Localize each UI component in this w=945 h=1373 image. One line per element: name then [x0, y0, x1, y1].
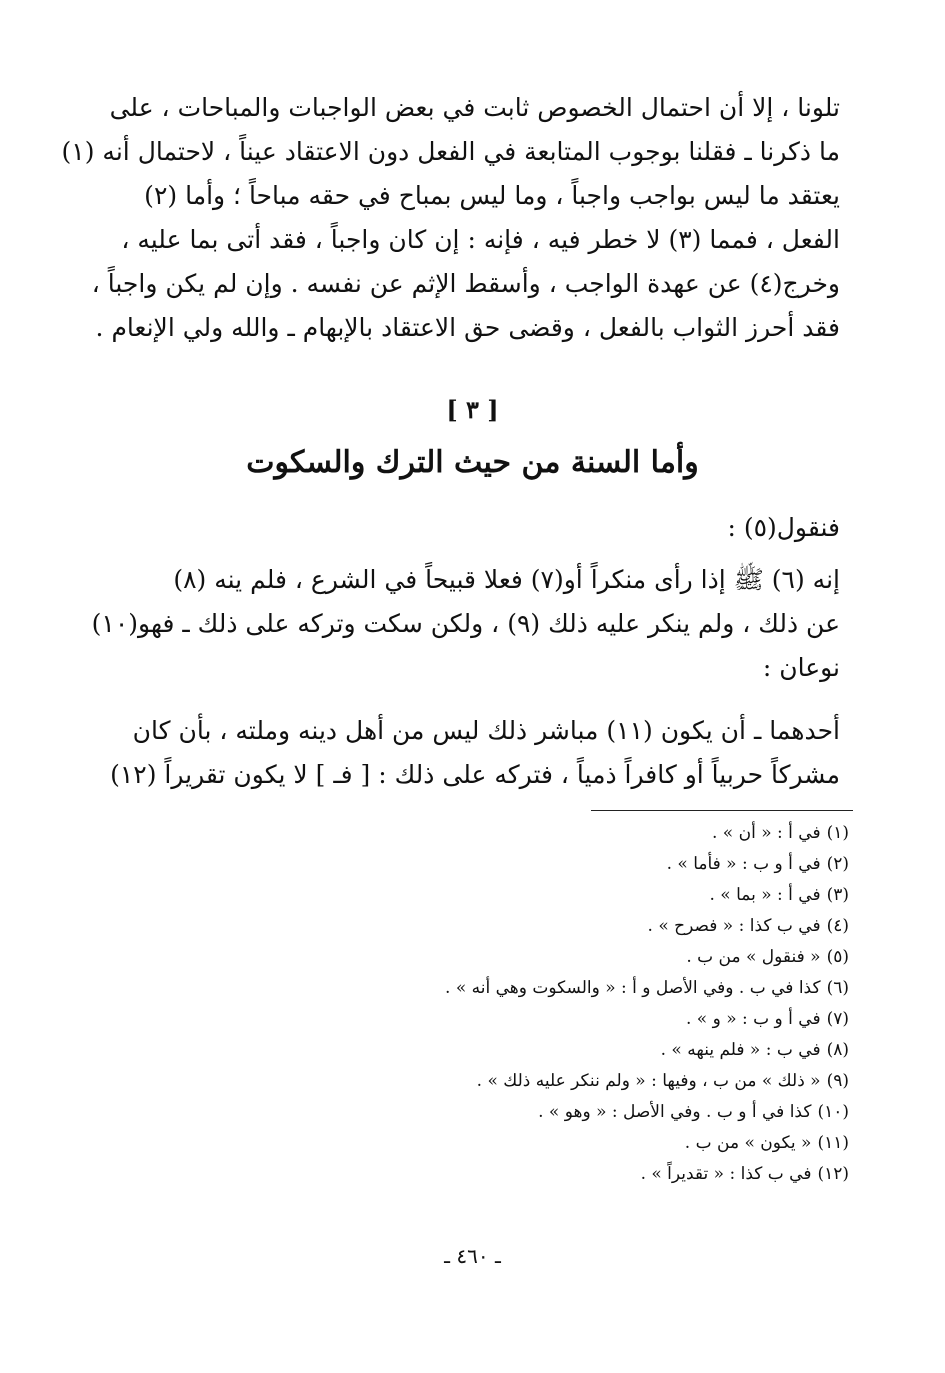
- text-line: أحدهما ـ أن يكون (١١) مباشر ذلك ليس من أهل دينه وملته ، بأن كان: [132, 716, 840, 745]
- footnote: [129, 818, 849, 849]
- footnote-number: (٧): [826, 1009, 849, 1029]
- text-line: فنقول(٥) :: [727, 513, 840, 542]
- footnote: [129, 1035, 849, 1066]
- footnote: [129, 880, 849, 911]
- page-number: ـ ٤٦٠ ـ: [444, 1244, 501, 1268]
- footnote-number: (٩): [826, 1071, 849, 1091]
- footnote-text: في أ و ب : « و » .: [685, 1009, 821, 1029]
- paragraph-first-type: [100, 709, 840, 797]
- text-line: ما ذكرنا ـ فقلنا بوجوب المتابعة في الفعل دون الاعتقاد عيناً ، لاحتمال أنه (١): [61, 137, 840, 166]
- paragraph-body: [91, 558, 840, 690]
- footnote-text: في ب كذا : « فصرح » .: [647, 916, 821, 936]
- text-line: وخرج(٤) عن عهدة الواجب ، وأسقط الإثم عن نفسه . وإن لم يكن واجباً ،: [91, 269, 840, 298]
- text-line: مشركاً حربياً أو كافراً ذمياً ، فتركه على ذلك : [ فـ ] لا يكون تقريراً (١٢): [110, 760, 840, 789]
- footnote-text: في أ : « أن » .: [711, 823, 821, 843]
- footnote-number: (١١): [817, 1133, 849, 1153]
- text-line: نوعان :: [762, 653, 840, 682]
- footnote-number: (١٢): [817, 1164, 849, 1184]
- footnote-text: في ب : « فلم ينهه » .: [660, 1040, 821, 1060]
- footnotes: [129, 818, 849, 1190]
- footnote: [129, 849, 849, 880]
- footnote-number: (١٠): [817, 1102, 849, 1122]
- paragraph-intro: [100, 506, 840, 550]
- footnote-text: « فنقول » من ب .: [686, 947, 821, 967]
- footnote-text: كذا في ب . وفي الأصل و أ : « والسكوت وهي أنه » .: [445, 978, 821, 998]
- footnote-number: (٤): [826, 916, 849, 936]
- section-number: [ ٣ ]: [446, 395, 499, 424]
- text-line: يعتقد ما ليس بواجب واجباً ، وما ليس بمباح في حقه مباحاً ؛ وأما (٢): [144, 181, 840, 210]
- footnote-number: (٣): [826, 885, 849, 905]
- text-line: الفعل ، فمما (٣) لا خطر فيه ، فإنه : إن كان واجباً ، فقد أتى بما عليه ،: [121, 225, 840, 254]
- text-line: تلونا ، إلا أن احتمال الخصوص ثابت في بعض الواجبات والمباحات ، على: [109, 93, 840, 122]
- footnote: [129, 1159, 849, 1190]
- text-line: إنه (٦) ﷺ إذا رأى منكراً أو(٧) فعلا قبيحاً في الشرع ، فلم ينه (٨): [173, 565, 840, 594]
- section-title: وأما السنة من حيث الترك والسكوت: [246, 445, 699, 480]
- footnote: [129, 1004, 849, 1035]
- footnote: [129, 973, 849, 1004]
- footnote-text: في ب كذا : « تقديراً » .: [640, 1164, 812, 1184]
- footnote-number: (١): [826, 823, 849, 843]
- footnote: [129, 911, 849, 942]
- footnote-text: كذا في أ و ب . وفي الأصل : « وهو » .: [538, 1102, 812, 1122]
- footnote-divider: [591, 810, 853, 811]
- text-line: فقد أحرز الثواب بالفعل ، وقضى حق الاعتقاد بالإبهام ـ والله ولي الإنعام .: [95, 313, 840, 342]
- paragraph-opening: [61, 86, 840, 350]
- footnote: [129, 1097, 849, 1128]
- footnote: [129, 1066, 849, 1097]
- footnote-number: (٦): [826, 978, 849, 998]
- footnote: [129, 1128, 849, 1159]
- footnote-text: في أ : « بما » .: [709, 885, 821, 905]
- footnote-text: في أ و ب : « فأما » .: [666, 854, 821, 874]
- footnote-number: (٨): [826, 1040, 849, 1060]
- text-line: عن ذلك ، ولم ينكر عليه ذلك (٩) ، ولكن سكت وتركه على ذلك ـ فهو(١٠): [91, 609, 840, 638]
- footnote: [129, 942, 849, 973]
- footnote-text: « يكون » من ب .: [684, 1133, 812, 1153]
- footnote-text: « ذلك » من ب ، وفيها : « ولم ننكر عليه ذلك » .: [476, 1071, 821, 1091]
- footnote-number: (٢): [826, 854, 849, 874]
- footnote-number: (٥): [826, 947, 849, 967]
